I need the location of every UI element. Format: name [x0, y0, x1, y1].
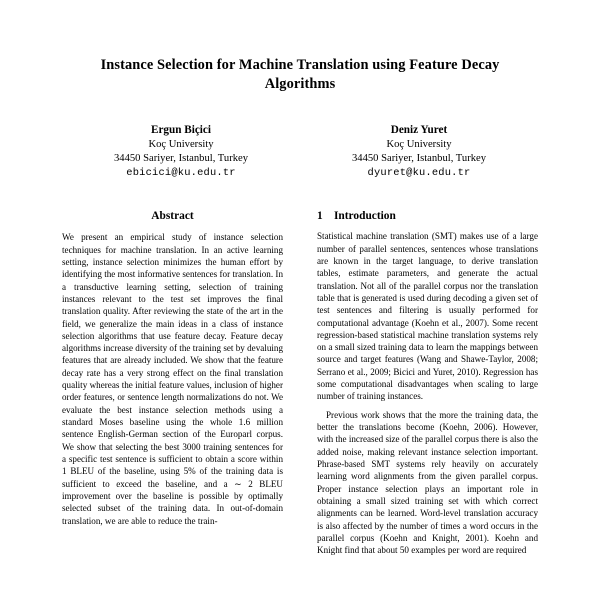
- page-title: Instance Selection for Machine Translation using Feature Decay Algorithms: [100, 57, 500, 93]
- author-address: 34450 Sariyer, Istanbul, Turkey: [113, 152, 249, 164]
- author-affiliation: Koç University: [148, 138, 214, 150]
- intro-paragraph-1: Statistical machine translation (SMT) makes use of a large number of parallel sentences, sentences whose translations are known in the target language, to derive translation tables, estimate parameters, and generate the actual translation. Not all of the parallel corpus nor the translation table that is generated is used during decoding a given set of test sentences and filtering is usually performed for computational advantage (Koehn et al., 2007). Some recent regression-based statistical machine translation systems rely on a small sized training data to learn the mappings between source and target features (Wang and Shawe-Taylor, 2008; Serrano et al., 2009; Bicici and Yuret, 2010). Regression has some computational disadvantages when scaling to large number of training instances.: [317, 231, 538, 402]
- abstract-heading: Abstract: [151, 210, 194, 223]
- column-right: [300, 210, 538, 562]
- section-number: 1: [317, 210, 323, 223]
- author-2: [300, 123, 538, 180]
- author-name: Deniz Yuret: [390, 123, 448, 136]
- column-left: [62, 210, 300, 562]
- author-1: [62, 123, 300, 180]
- author-email: dyuret@ku.edu.tr: [367, 166, 471, 179]
- section-heading-introduction: [317, 210, 538, 222]
- abstract-paragraph: We present an empirical study of instance selection techniques for machine translation. In an active learning setting, instance selection minimizes the human effort by identifying the most informative sentences for translation. In a transductive learning setting, selection of training instances relevant to the test set improves the final translation quality. After reviewing the state of the art in the field, we generalize the main ideas in a class of instance selection algorithms that use feature decay. Feature decay algorithms increase diversity of the training set by devaluing features that are already included. We show that the feature decay rate has a very strong effect on the final translation quality whereas the initial feature values, inclusion of higher order features, or sentence length normalizations do not. We evaluate the best instance selection methods using a standard Moses baseline using the whole 1.6 million sentence English-German section of the Europarl corpus. We show that selecting the best 3000 training sentences for a specific test sentence is sufficient to obtain a score within 1 BLEU of the baseline, using 5% of the training data is sufficient to exceed the baseline, and a ∼ 2 BLEU improvement over the baseline is possible by optimally selected subset of the training data. In out-of-domain translation, we are able to reduce the train-: [62, 232, 283, 526]
- author-email: ebicici@ku.edu.tr: [126, 166, 236, 179]
- section-title: Introduction: [334, 210, 396, 223]
- author-address: 34450 Sariyer, Istanbul, Turkey: [351, 152, 487, 164]
- author-name: Ergun Biçici: [151, 123, 211, 136]
- body-columns: [62, 210, 538, 562]
- author-block: [62, 123, 538, 180]
- intro-paragraph-2: Previous work shows that the more the training data, the better the translations become (Koehn, 2006). However, with the increased size of the parallel corpus there is also the added noise, making relevant instance selection important. Phrase-based SMT systems rely heavily on accurately learning word alignments from the given parallel corpus. Proper instance selection plays an important role in obtaining a small sized training set with which correct alignments can be learned. Word-level translation accuracy is also affected by the number of times a word occurs in the parallel corpus (Koehn and Knight, 2001). Koehn and Knight find that about 50 examples per word are required: [317, 409, 538, 556]
- author-affiliation: Koç University: [386, 138, 452, 150]
